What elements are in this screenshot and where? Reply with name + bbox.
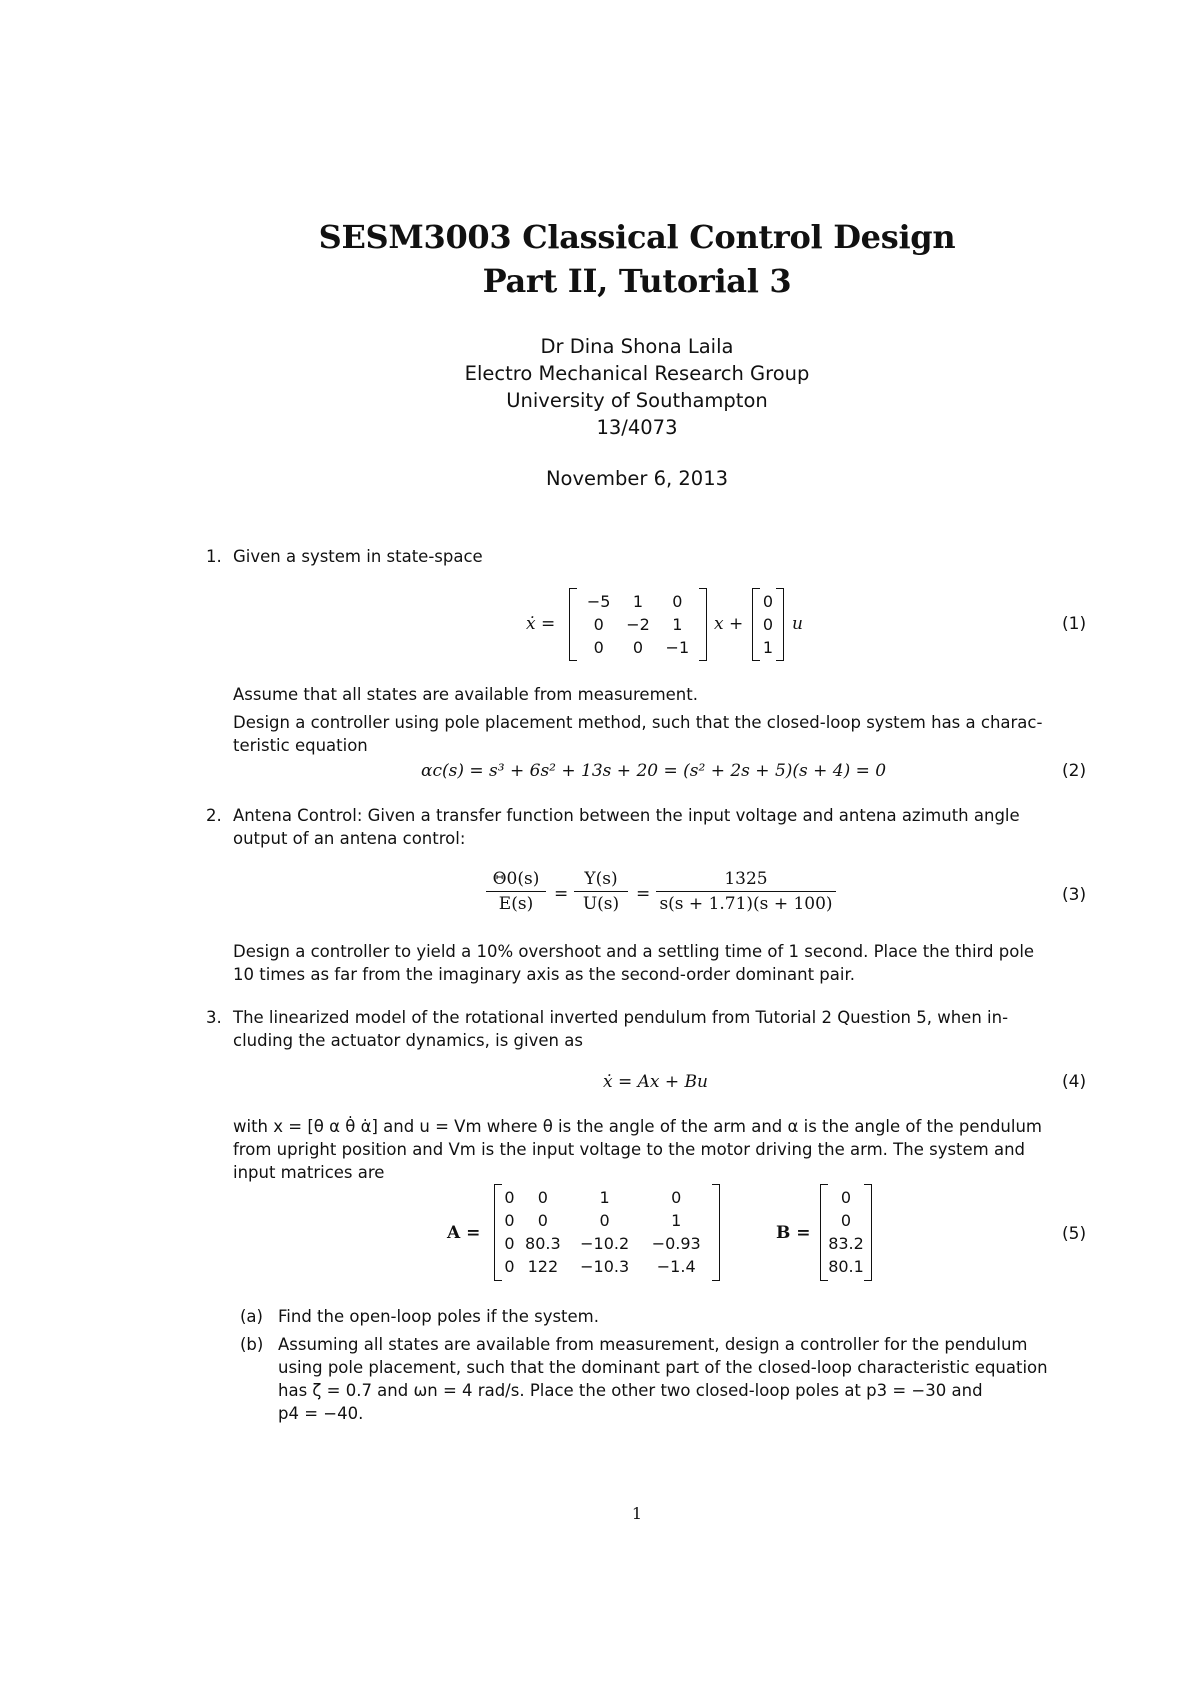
matrix-cell: 0 (599, 1211, 610, 1230)
matrix-cell: 1 (671, 1211, 682, 1230)
eq-tag-1: (1) (1062, 614, 1087, 634)
matrix-cell: 0 (504, 1257, 515, 1276)
matrix-cell: 80.1 (828, 1257, 864, 1276)
matrix-cell: −2 (626, 615, 650, 634)
q1-number: 1. (206, 547, 222, 566)
matrix-cell: 0 (632, 638, 644, 657)
fraction-numerator: Θ0(s) (492, 869, 540, 889)
q1-matrix-b (752, 588, 784, 661)
q1-matrix-a (569, 588, 707, 661)
eq-tag-5: (5) (1062, 1224, 1087, 1244)
q3-with-line2: from upright position and Vm is the input voltage to the motor driving the arm. The system and (233, 1140, 1026, 1159)
document-date: November 6, 2013 (545, 467, 729, 490)
matrix-cell: −1.4 (656, 1257, 696, 1276)
matrix-cell: −10.2 (580, 1234, 630, 1253)
q3-line1: The linearized model of the rotational inverted pendulum from Tutorial 2 Question 5, when in- (233, 1008, 1009, 1027)
matrix-a-label: A = (447, 1223, 481, 1243)
document-subtitle: Part II, Tutorial 3 (482, 262, 792, 300)
q1-eq1-u: u (792, 614, 803, 634)
q2-design-line2: 10 times as far from the imaginary axis as the second-order dominant pair. (233, 965, 855, 984)
eq-tag-4: (4) (1062, 1072, 1087, 1092)
q2-fraction-3 (656, 868, 836, 915)
equals-sign: = (636, 884, 651, 904)
q3-part-a-label: (a) (240, 1307, 263, 1326)
author: Dr Dina Shona Laila (540, 335, 734, 358)
q1-eq1-x-plus: x + (714, 614, 744, 634)
q2-fraction-2 (574, 868, 628, 915)
matrix-cell: 1 (632, 592, 644, 611)
q3-matrix-b (820, 1184, 872, 1281)
q3-part-b-line3: has ζ = 0.7 and ωn = 4 rad/s. Place the other two closed-loop poles at p3 = −30 and (278, 1381, 983, 1400)
q1-intro: Given a system in state-space (233, 547, 483, 566)
matrix-cell: 83.2 (828, 1234, 864, 1253)
q3-with-line1: with x = [θ α θ̇ α̇] and u = Vm where θ is the angle of the arm and α is the angle of the pendulum (233, 1117, 1042, 1136)
matrix-cell: 1 (762, 638, 774, 657)
research-group: Electro Mechanical Research Group (464, 362, 810, 385)
q3-part-b-line2: using pole placement, such that the dominant part of the closed-loop characteristic equation (278, 1358, 1048, 1377)
q3-eq4: ẋ = Ax + Bu (603, 1072, 708, 1092)
q2-fraction-1 (486, 868, 546, 915)
equals-sign: = (554, 884, 569, 904)
matrix-cell: 0 (504, 1234, 515, 1253)
room-number: 13/4073 (596, 416, 678, 439)
page-number: 1 (631, 1504, 643, 1523)
matrix-cell: −1 (665, 638, 690, 657)
matrix-cell: 0 (762, 615, 774, 634)
q3-part-a-text: Find the open-loop poles if the system. (278, 1307, 600, 1326)
matrix-b-label: B = (776, 1223, 811, 1243)
q2-design-line1: Design a controller to yield a 10% overshoot and a settling time of 1 second. Place the third pole (233, 942, 1035, 961)
q1-design-line2: teristic equation (233, 736, 368, 755)
q3-line2: cluding the actuator dynamics, is given as (233, 1031, 583, 1050)
matrix-cell: 0 (537, 1188, 548, 1207)
eq-tag-2: (2) (1062, 761, 1087, 781)
matrix-cell: 0 (593, 615, 604, 634)
q3-matrix-a (494, 1184, 720, 1281)
matrix-cell: −10.3 (580, 1257, 630, 1276)
fraction-numerator: Y(s) (584, 869, 618, 889)
q2-line2: output of an antena control: (233, 829, 466, 848)
matrix-cell: 0 (672, 592, 683, 611)
matrix-cell: 80.3 (525, 1234, 561, 1253)
matrix-cell: 0 (593, 638, 604, 657)
q1-eq2: αc(s) = s³ + 6s² + 13s + 20 = (s² + 2s + 5)(s + 4) = 0 (421, 761, 887, 781)
q3-number: 3. (206, 1008, 222, 1027)
q2-number: 2. (206, 806, 222, 825)
university: University of Southampton (506, 389, 768, 412)
matrix-cell: 0 (762, 592, 774, 611)
matrix-cell: 0 (504, 1188, 515, 1207)
q3-part-b-line1: Assuming all states are available from measurement, design a controller for the pendulum (278, 1335, 1028, 1354)
q2-line1: Antena Control: Given a transfer function between the input voltage and antena azimuth angle (233, 806, 1020, 825)
matrix-cell: 0 (840, 1188, 852, 1207)
matrix-cell: 0 (840, 1211, 852, 1230)
fraction-denominator: U(s) (582, 894, 620, 914)
matrix-cell: 0 (504, 1211, 515, 1230)
matrix-cell: −5 (586, 592, 611, 611)
fraction-denominator: E(s) (498, 894, 534, 914)
matrix-cell: −0.93 (651, 1234, 701, 1253)
q1-assume: Assume that all states are available from measurement. (233, 685, 698, 704)
document-title: SESM3003 Classical Control Design (318, 218, 956, 256)
matrix-cell: 122 (527, 1257, 559, 1276)
matrix-cell: 0 (537, 1211, 548, 1230)
eq-tag-3: (3) (1062, 885, 1087, 905)
q3-part-b-line4: p4 = −40. (278, 1404, 364, 1423)
fraction-numerator: 1325 (724, 869, 768, 889)
q3-part-b-label: (b) (240, 1335, 264, 1354)
matrix-cell: 0 (671, 1188, 682, 1207)
fraction-denominator: s(s + 1.71)(s + 100) (659, 894, 833, 914)
q1-design-line1: Design a controller using pole placement method, such that the closed-loop system has a charac- (233, 713, 1043, 732)
matrix-cell: 1 (672, 615, 683, 634)
matrix-cell: 1 (599, 1188, 610, 1207)
q3-with-line3: input matrices are (233, 1163, 385, 1182)
q1-eq1-lhs: ẋ = (526, 614, 556, 634)
